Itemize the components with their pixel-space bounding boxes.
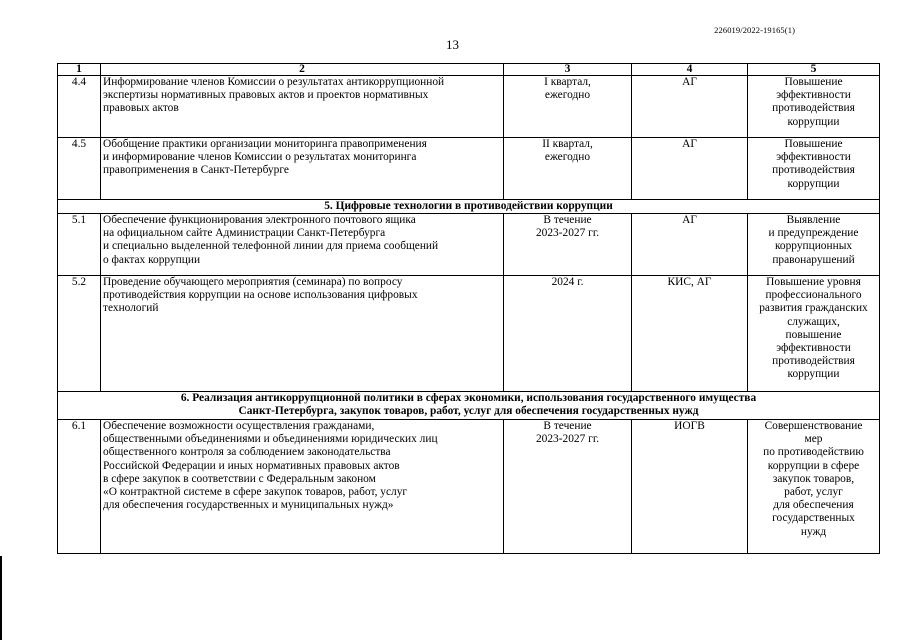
measure-description	[101, 276, 504, 392]
execution-period	[504, 420, 632, 554]
table-row	[58, 214, 880, 276]
execution-period	[504, 138, 632, 200]
expected-result-line: Выявление	[786, 214, 841, 226]
item-number: 4.4	[58, 76, 101, 138]
section-title	[58, 200, 880, 214]
column-header-period: 3	[504, 64, 632, 76]
executor: АГ	[632, 76, 748, 138]
measure-description-line: для обеспечения государственных и муниципальных нужд»	[103, 499, 394, 512]
measure-description-line: Информирование членов Комиссии о результатах антикоррупционной	[103, 76, 445, 88]
column-header-result: 5	[748, 64, 880, 76]
execution-period-line: В течение	[543, 420, 592, 432]
table-body	[58, 76, 880, 554]
item-number: 5.1	[58, 214, 101, 276]
measure-description-line: Обеспечение возможности осуществления гражданами,	[103, 420, 375, 432]
item-number: 4.5	[58, 138, 101, 200]
section-heading-row	[58, 200, 880, 214]
section-title-line: 6. Реализация антикоррупционной политики в сферах экономики, использования государственного имущества	[180, 392, 757, 404]
expected-result-line: закупок товаров,	[772, 472, 855, 485]
expected-result	[748, 276, 880, 392]
scan-edge-line	[0, 556, 2, 640]
measure-description-line: Обеспечение функционирования электронного почтового ящика	[103, 214, 416, 226]
measure-description-line: и информирование членов Комиссии о результатах мониторинга	[103, 151, 417, 164]
expected-result-line: эффективности	[776, 151, 851, 164]
measure-description-line: противодействия коррупции на основе использования цифровых	[103, 289, 418, 302]
measure-description-line: Российской Федерации и иных нормативных правовых актов	[103, 459, 400, 472]
expected-result-line: нужд	[800, 525, 827, 538]
table-header-row	[58, 64, 880, 76]
expected-result-line: Повышение	[784, 138, 843, 150]
expected-result-line: повышение	[785, 328, 842, 341]
execution-period-line: 2024 г.	[551, 276, 584, 288]
expected-result-line: государственных	[772, 512, 855, 525]
expected-result-line: противодействия	[772, 164, 855, 177]
measure-description	[101, 76, 504, 138]
measure-description-line: о фактах коррупции	[103, 253, 201, 266]
measure-description-line: общественного контроля за соблюдением законодательства	[103, 446, 391, 459]
measure-description	[101, 138, 504, 200]
measure-description-line: «О контрактной системе в сфере закупок товаров, работ, услуг	[103, 486, 408, 499]
expected-result-line: развития гражданских	[759, 302, 868, 315]
measure-description-line: правоприменения в Санкт-Петербурге	[103, 164, 289, 177]
expected-result-line: Повышение	[784, 76, 843, 88]
measure-description-line: технологий	[103, 302, 159, 315]
expected-result-line: для обеспечения	[773, 499, 854, 512]
execution-period	[504, 76, 632, 138]
measure-description-line: в сфере закупок в соответствии с Федеральным законом	[103, 472, 376, 485]
expected-result	[748, 138, 880, 200]
section-heading-row	[58, 392, 880, 420]
expected-result	[748, 76, 880, 138]
table-row	[58, 276, 880, 392]
measure-description-line: экспертизы нормативных правовых актов и проектов нормативных	[103, 89, 429, 102]
expected-result-line: по противодействию	[763, 446, 864, 459]
section-title-line: 5. Цифровые технологии в противодействии коррупции	[324, 200, 613, 212]
expected-result-line: коррупционных	[774, 240, 853, 253]
item-number: 5.2	[58, 276, 101, 392]
expected-result-line: коррупции	[787, 115, 840, 128]
expected-result-line: коррупции в сфере	[767, 459, 860, 472]
execution-period-line: II квартал,	[542, 138, 593, 150]
measure-description-line: на официальном сайте Администрации Санкт-Петербурга	[103, 227, 386, 240]
expected-result-line: правонарушений	[772, 253, 855, 266]
execution-period-line: ежегодно	[544, 89, 591, 102]
execution-period	[504, 276, 632, 392]
item-number: 6.1	[58, 420, 101, 554]
measure-description	[101, 214, 504, 276]
column-header-measure: 2	[101, 64, 504, 76]
expected-result-line: Повышение уровня	[766, 276, 861, 288]
executor: КИС, АГ	[632, 276, 748, 392]
expected-result-line: эффективности	[776, 342, 851, 355]
table-row	[58, 76, 880, 138]
measure-description-line: правовых актов	[103, 102, 179, 115]
expected-result-line: профессионального	[765, 289, 862, 302]
expected-result-line: противодействия	[772, 102, 855, 115]
measure-description-line: общественными объединениями и объединениями юридических лиц	[103, 433, 438, 446]
execution-period-line: ежегодно	[544, 151, 591, 164]
executor: АГ	[632, 138, 748, 200]
expected-result-line: противодействия	[772, 355, 855, 368]
section-title	[58, 392, 880, 420]
measure-description	[101, 420, 504, 554]
column-header-number: 1	[58, 64, 101, 76]
section-title-line: Санкт-Петербурга, закупок товаров, работ, услуг для обеспечения государственных нужд	[238, 405, 699, 417]
expected-result-line: эффективности	[776, 89, 851, 102]
execution-period-line: I квартал,	[544, 76, 591, 88]
document-registration-number: 226019/2022-19165(1)	[714, 25, 795, 35]
execution-period-line: 2023-2027 гг.	[535, 433, 600, 446]
execution-period-line: 2023-2027 гг.	[535, 227, 600, 240]
page-number: 13	[446, 37, 459, 52]
executor: АГ	[632, 214, 748, 276]
action-plan-table	[57, 63, 880, 554]
expected-result-line: коррупции	[787, 368, 840, 381]
expected-result	[748, 214, 880, 276]
expected-result-line: и предупреждение	[768, 227, 859, 240]
expected-result-line: мер	[804, 433, 823, 446]
table-row	[58, 138, 880, 200]
measure-description-line: Проведение обучающего мероприятия (семинара) по вопросу	[103, 276, 403, 288]
table-row	[58, 420, 880, 554]
expected-result	[748, 420, 880, 554]
execution-period-line: В течение	[543, 214, 592, 226]
executor: ИОГВ	[632, 420, 748, 554]
expected-result-line: коррупции	[787, 177, 840, 190]
expected-result-line: Совершенствование	[764, 420, 863, 432]
expected-result-line: служащих,	[787, 315, 840, 328]
expected-result-line: работ, услуг	[784, 486, 843, 499]
execution-period	[504, 214, 632, 276]
measure-description-line: Обобщение практики организации мониторинга правоприменения	[103, 138, 427, 150]
column-header-executor: 4	[632, 64, 748, 76]
measure-description-line: и специально выделенной телефонной линии для приема сообщений	[103, 240, 439, 253]
